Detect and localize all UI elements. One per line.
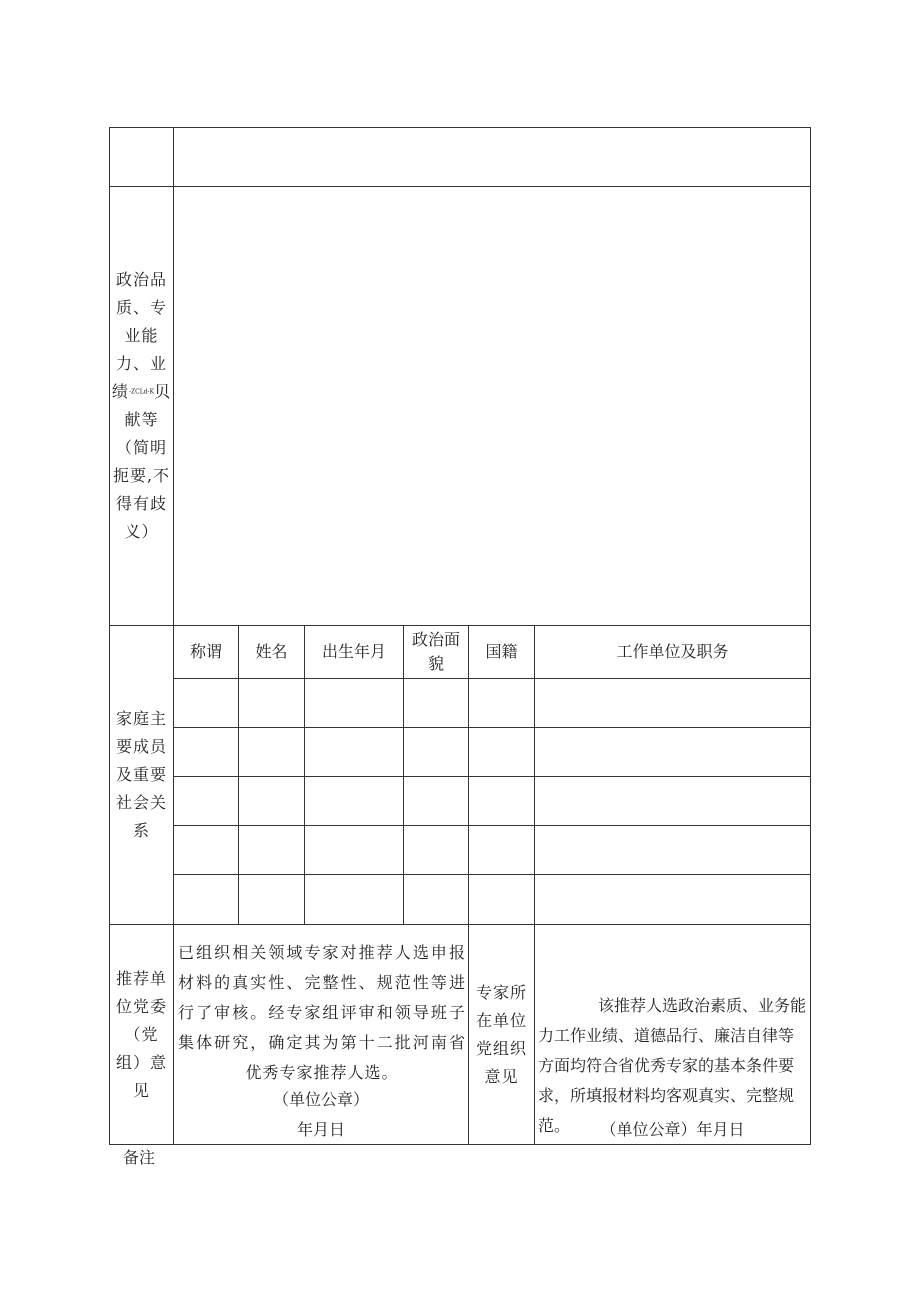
family-table-cell[interactable] [239, 826, 304, 874]
recommend-date: 年月日 [296, 1120, 345, 1139]
family-table-cell[interactable] [469, 728, 534, 776]
row-divider [110, 924, 810, 925]
remarks-label: 备注 [123, 1148, 156, 1167]
family-table-cell[interactable] [535, 875, 810, 923]
label-line: 系 [132, 821, 150, 840]
label-line: 及重要 [115, 765, 167, 784]
family-table-cell[interactable] [469, 777, 534, 825]
label-line: 社会关 [115, 793, 167, 812]
family-table-cell[interactable] [535, 777, 810, 825]
column-header-title: 称谓 [189, 642, 222, 661]
label-line: 见 [132, 1080, 150, 1100]
family-table-cell[interactable] [239, 875, 304, 923]
family-table-cell[interactable] [404, 826, 468, 874]
column-header-birth: 出生年月 [321, 642, 386, 661]
label-line: 得有歧 [115, 494, 167, 514]
label-line: 义） [124, 522, 159, 542]
expert-recommendation-form [109, 127, 811, 1145]
column-header-nationality: 国籍 [485, 642, 518, 661]
label-line: 献等 [124, 410, 159, 430]
column-header-name: 姓名 [255, 642, 288, 661]
label-line: 绩-ZCLd-K贝 [111, 381, 172, 401]
family-table-cell[interactable] [239, 679, 304, 727]
family-table-cell[interactable] [305, 875, 403, 923]
family-table-cell[interactable] [174, 777, 238, 825]
family-table-cell[interactable] [469, 826, 534, 874]
family-table-cell[interactable] [174, 875, 238, 923]
family-table-cell[interactable] [174, 679, 238, 727]
family-table-cell[interactable] [305, 777, 403, 825]
label-line: （简明 [115, 438, 167, 458]
politics-quality-label [110, 187, 173, 625]
label-line: 要成员 [115, 737, 167, 756]
label-line: 意见 [484, 1066, 519, 1086]
family-table-cell[interactable] [174, 826, 238, 874]
recommend-opinion-text: 已组织相关领域专家对推荐人选申报材料的真实性、完整性、规范性等进行了审核。经专家组评审和领导班子集体研究，确定其为第十二批河南省优秀专家推荐人选。 [178, 943, 466, 1082]
top-blank-field[interactable] [174, 128, 810, 186]
family-table-cell[interactable] [305, 826, 403, 874]
family-table-cell[interactable] [404, 679, 468, 727]
label-line: 力、业 [115, 353, 167, 373]
family-table-cell[interactable] [174, 728, 238, 776]
expert-seal-date: （单位公章）年月日 [600, 1120, 745, 1139]
family-table-cell[interactable] [535, 728, 810, 776]
expert-opinion-text: 该推荐人选政治素质、业务能力工作业绩、道德品行、廉洁自律等方面均符合省优秀专家的基本条件要求，所填报材料均客观真实、完整规范。 [538, 996, 807, 1135]
label-line: 质、专 [115, 297, 167, 317]
politics-quality-field[interactable] [174, 187, 810, 625]
family-table-cell[interactable] [404, 875, 468, 923]
label-line: 组）意 [115, 1052, 167, 1072]
family-table-cell[interactable] [469, 875, 534, 923]
family-table-cell[interactable] [305, 679, 403, 727]
family-table-cell[interactable] [404, 728, 468, 776]
column-header-employer: 工作单位及职务 [616, 642, 729, 661]
label-line: 扼要,不 [112, 466, 171, 486]
label-line: 位党委 [115, 996, 167, 1016]
family-table-cell[interactable] [404, 777, 468, 825]
family-table-cell[interactable] [239, 777, 304, 825]
column-header-political-status: 政治面貌 [411, 630, 460, 673]
family-table-cell[interactable] [535, 826, 810, 874]
label-line: 在单位 [475, 1010, 527, 1030]
expert-unit-label [469, 925, 534, 1144]
label-line: 党组织 [475, 1038, 527, 1058]
family-table-cell[interactable] [535, 679, 810, 727]
label-line: 推荐单 [115, 968, 167, 988]
label-line: 家庭主 [115, 709, 167, 728]
family-members-label [110, 626, 173, 924]
family-table-cell[interactable] [305, 728, 403, 776]
label-line: 政治品 [115, 269, 167, 289]
family-table-cell[interactable] [469, 679, 534, 727]
family-table-cell[interactable] [239, 728, 304, 776]
label-line: （党 [124, 1024, 159, 1044]
recommend-unit-label [110, 925, 173, 1144]
recommend-seal: （单位公章） [272, 1090, 369, 1109]
label-line: 业能 [124, 325, 159, 345]
label-line: 专家所 [475, 982, 527, 1002]
